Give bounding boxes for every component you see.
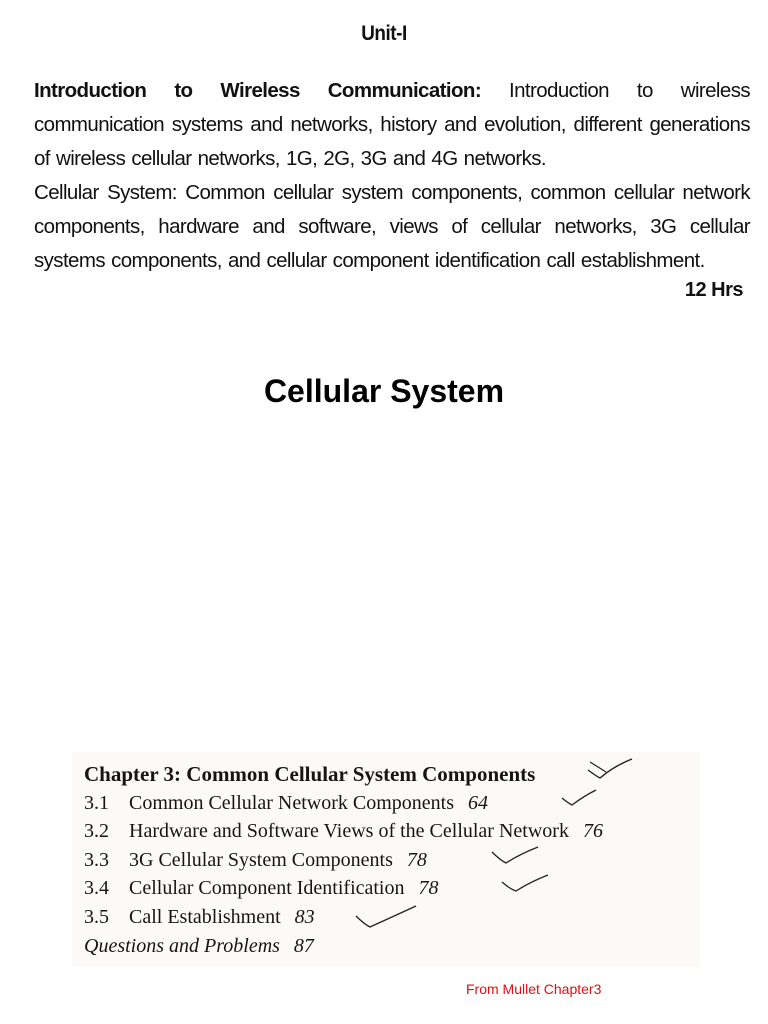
toc-section-title: Hardware and Software Views of the Cellular Network	[129, 820, 569, 842]
toc-section	[84, 820, 603, 843]
chapter-toc-scan	[72, 752, 700, 967]
toc-section-title: Call Establishment	[129, 906, 281, 928]
toc-section-number: 3.3	[84, 849, 109, 871]
syllabus-intro-paragraph	[34, 74, 750, 176]
toc-section-page: 83	[294, 906, 315, 928]
source-footnote: From Mullet Chapter3	[466, 981, 602, 997]
handwritten-check-icon	[490, 844, 542, 868]
toc-questions-page: 87	[293, 935, 314, 957]
toc-questions	[84, 935, 314, 958]
slide-title: Cellular System	[263, 373, 505, 409]
toc-section-number: 3.4	[84, 877, 109, 899]
toc-section	[84, 849, 427, 872]
toc-section-title: Common Cellular Network Components	[129, 792, 454, 814]
toc-chapter-title: Chapter 3: Common Cellular System Components	[84, 762, 536, 786]
toc-section-page: 78	[406, 849, 427, 871]
syllabus-hours: 12 Hrs	[684, 279, 743, 301]
toc-section	[84, 906, 315, 929]
toc-section	[84, 792, 488, 815]
toc-section-number: 3.1	[84, 792, 109, 814]
unit-title: Unit-I	[361, 22, 407, 45]
handwritten-check-icon	[500, 872, 552, 896]
toc-section-title: 3G Cellular System Components	[129, 849, 393, 871]
toc-section-number: 3.5	[84, 906, 109, 928]
toc-section-title: Cellular Component Identification	[129, 877, 405, 899]
syllabus-intro-lead: Introduction to Wireless Communication:	[34, 79, 482, 102]
syllabus-body	[34, 74, 750, 278]
handwritten-check-icon	[586, 756, 636, 782]
syllabus-intro-text: Introduction to wireless communication systems and networks, history and evolution, different generations of wireless cellular networks, 1G, 2G, 3G and 4G networks.	[34, 79, 750, 170]
toc-section-page: 78	[418, 877, 439, 899]
toc-questions-title: Questions and Problems	[84, 935, 280, 957]
toc-section-page: 76	[582, 820, 603, 842]
handwritten-check-icon	[354, 902, 420, 932]
syllabus-cellular-paragraph: Cellular System: Common cellular system components, common cellular network components, hardware and software, views of cellular networks, 3G cellular systems components, and cellular component identification call establishment.	[34, 181, 750, 272]
toc-section-page: 64	[467, 792, 488, 814]
syllabus-scan	[0, 0, 768, 320]
handwritten-check-icon	[560, 788, 600, 808]
toc-section	[84, 877, 439, 900]
toc-section-number: 3.2	[84, 820, 109, 842]
